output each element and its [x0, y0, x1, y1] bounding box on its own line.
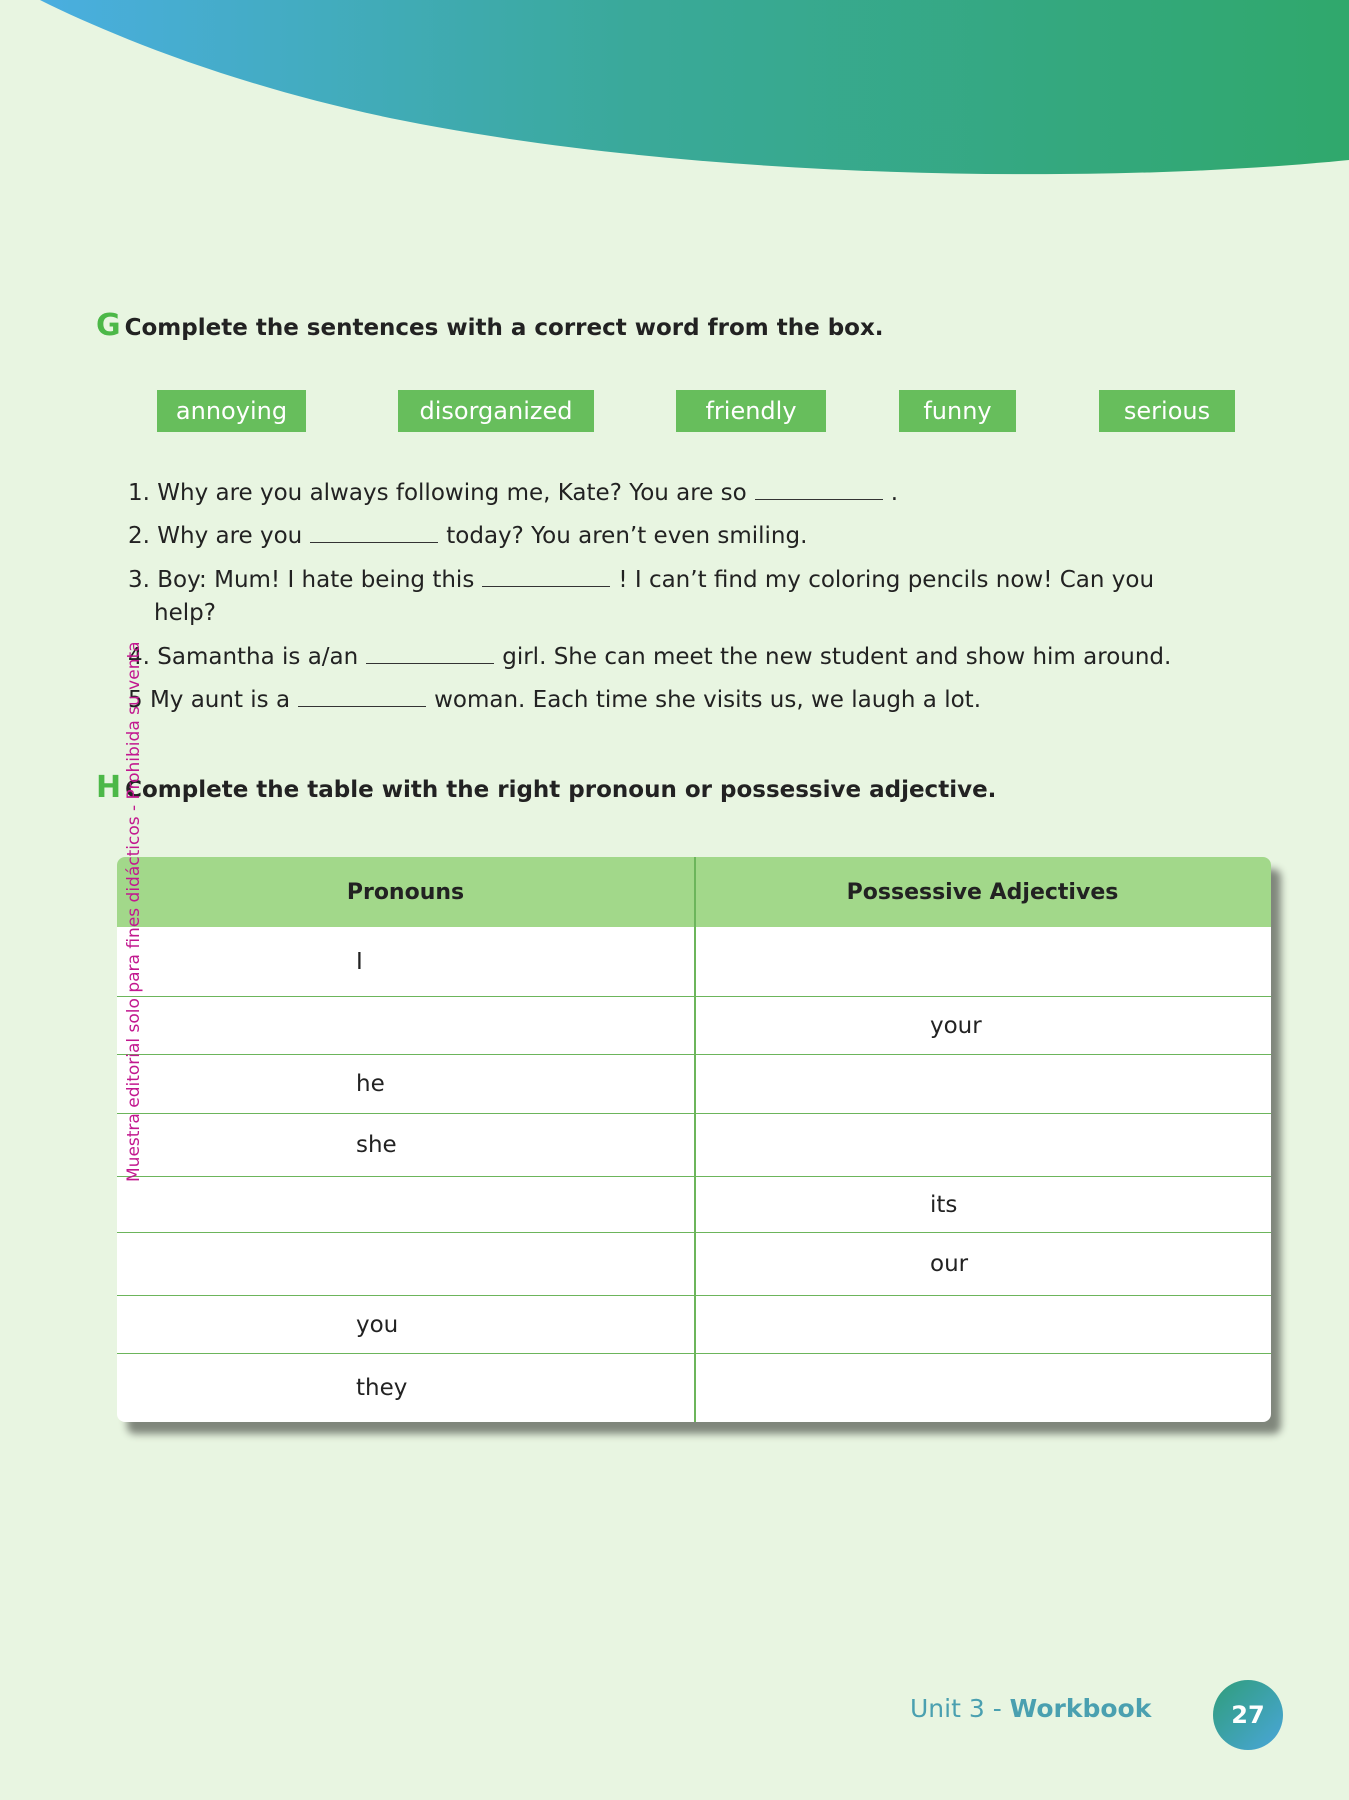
answer-blank[interactable]	[298, 689, 426, 707]
answer-blank[interactable]	[366, 646, 494, 664]
sentence-continuation: help?	[154, 600, 216, 626]
column-header: Possessive Adjectives	[846, 879, 1119, 905]
possessive-cell[interactable]: its	[930, 1191, 958, 1218]
sentence: 4. Samantha is a/an girl. She can meet the new student and show him around.	[128, 644, 1172, 670]
pronoun-cell[interactable]: you	[356, 1311, 399, 1338]
footer-unit: Unit 3 - Workbook	[910, 1694, 1152, 1723]
answer-blank[interactable]	[482, 569, 610, 587]
word-box: annoying	[157, 390, 306, 432]
word-box: serious	[1099, 390, 1235, 432]
sentence: 5 My aunt is a woman. Each time she visits us, we laugh a lot.	[128, 687, 982, 713]
answer-blank[interactable]	[310, 525, 438, 543]
possessive-cell[interactable]	[694, 1114, 1271, 1176]
possessive-cell[interactable]	[694, 1296, 1271, 1353]
header-wave-decoration	[0, 0, 1349, 180]
section-g-heading	[96, 308, 884, 343]
word-box: funny	[899, 390, 1016, 432]
column-header: Pronouns	[346, 879, 465, 905]
sentence: 2. Why are you today? You aren’t even smiling.	[128, 523, 808, 549]
section-h-heading	[96, 770, 996, 805]
pronoun-cell[interactable]	[117, 1233, 694, 1295]
word-box: friendly	[676, 390, 826, 432]
possessive-cell[interactable]	[694, 927, 1271, 996]
section-letter: H	[96, 770, 122, 805]
pronoun-cell[interactable]	[117, 1177, 694, 1232]
pronoun-cell[interactable]: he	[356, 1071, 385, 1097]
pronoun-cell[interactable]: they	[356, 1375, 408, 1401]
possessive-cell[interactable]: our	[930, 1251, 969, 1277]
sample-notice: Muestra editorial solo para fines didácticos - Prohibida su venta	[124, 641, 144, 1182]
pronoun-cell[interactable]	[117, 997, 694, 1054]
possessive-cell[interactable]: your	[930, 1012, 982, 1039]
instruction: Complete the sentences with a correct word from the box.	[124, 315, 884, 341]
pronoun-cell[interactable]: I	[356, 948, 363, 975]
instruction: Complete the table with the right pronoun or possessive adjective.	[125, 777, 997, 803]
answer-blank[interactable]	[755, 482, 883, 500]
section-letter: G	[96, 308, 121, 343]
pronoun-cell[interactable]: she	[356, 1132, 397, 1158]
column-divider	[694, 857, 696, 1422]
word-box: disorganized	[398, 390, 594, 432]
sentence: 3. Boy: Mum! I hate being this ! I can’t find my coloring pencils now! Can you	[128, 567, 1155, 593]
sentence: 1. Why are you always following me, Kate? You are so .	[128, 480, 899, 506]
possessive-cell[interactable]	[694, 1354, 1271, 1422]
possessive-cell[interactable]	[694, 1055, 1271, 1113]
pronoun-table	[117, 857, 1271, 1422]
page-number: 27	[1213, 1680, 1283, 1750]
